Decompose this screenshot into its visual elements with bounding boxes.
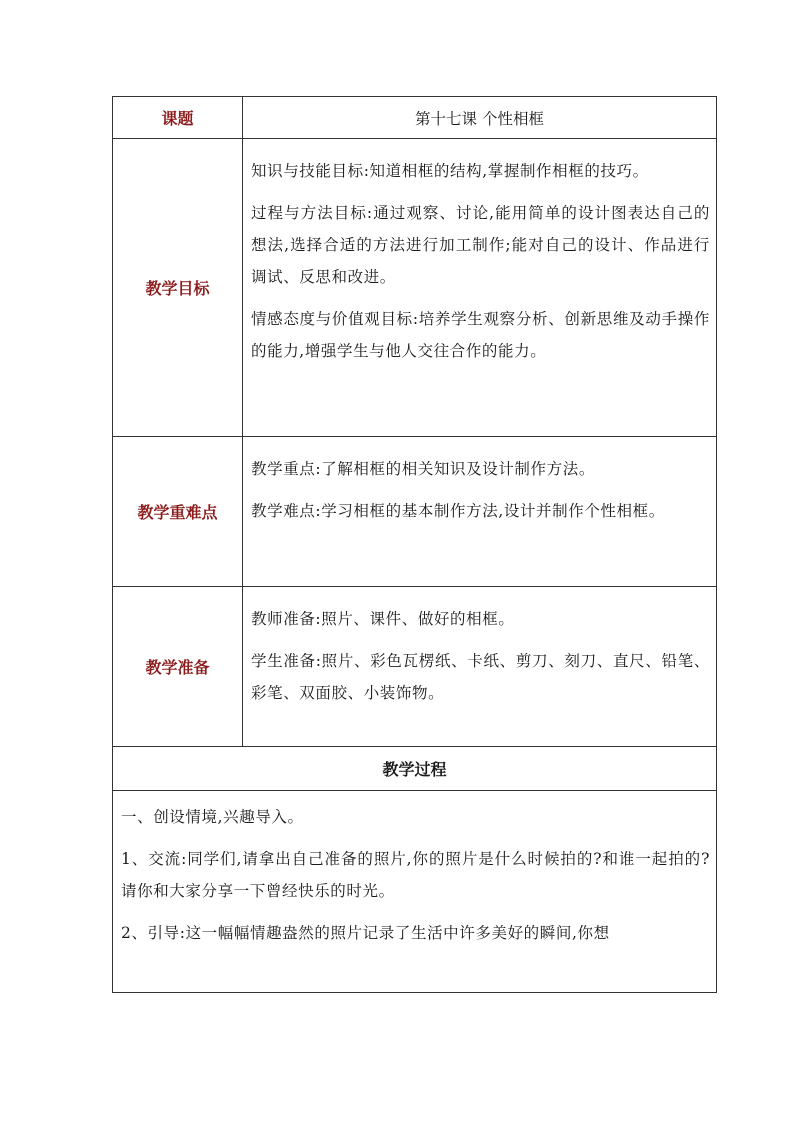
title-row xyxy=(113,97,717,139)
objectives-row xyxy=(113,139,717,437)
preparation-label: 教学准备 xyxy=(113,587,243,747)
title-label: 课题 xyxy=(113,97,243,139)
teacher-preparation: 教师准备:照片、课件、做好的相框。 xyxy=(251,610,515,628)
process-content-row xyxy=(113,791,717,993)
process-step-2: 2、引导:这一幅幅情趣盎然的照片记录了生活中许多美好的瞬间,你想 xyxy=(121,924,610,942)
key-points-content xyxy=(243,437,717,587)
preparation-row xyxy=(113,587,717,747)
lesson-title: 第十七课 个性相框 xyxy=(243,97,717,139)
objective-process: 过程与方法目标:通过观察、讨论,能用简单的设计图表达自己的想法,选择合适的方法进行加工制作;能对自己的设计、作品进行调试、反思和改进。 xyxy=(251,204,710,286)
key-points-label: 教学重难点 xyxy=(113,437,243,587)
objectives-content xyxy=(243,139,717,437)
process-header-row xyxy=(113,747,717,791)
process-step-intro: 一、创设情境,兴趣导入。 xyxy=(121,808,304,826)
process-content xyxy=(113,791,717,993)
preparation-content xyxy=(243,587,717,747)
key-points-row xyxy=(113,437,717,587)
key-point-focus: 教学重点:了解相框的相关知识及设计制作方法。 xyxy=(251,460,595,478)
objectives-label: 教学目标 xyxy=(113,139,243,437)
process-step-1: 1、交流:同学们,请拿出自己准备的照片,你的照片是什么时候拍的?和谁一起拍的?请你和大家分享一下曾经快乐的时光。 xyxy=(121,850,710,900)
lesson-plan-table xyxy=(112,96,717,993)
student-preparation: 学生准备:照片、彩色瓦楞纸、卡纸、剪刀、刻刀、直尺、铅笔、彩笔、双面胶、小装饰物。 xyxy=(251,652,710,702)
process-header: 教学过程 xyxy=(113,747,717,791)
objective-knowledge: 知识与技能目标:知道相框的结构,掌握制作相框的技巧。 xyxy=(251,162,649,180)
key-point-difficulty: 教学难点:学习相框的基本制作方法,设计并制作个性相框。 xyxy=(251,502,665,520)
objective-attitude: 情感态度与价值观目标:培养学生观察分析、创新思维及动手操作的能力,增强学生与他人交往合作的能力。 xyxy=(251,310,710,360)
